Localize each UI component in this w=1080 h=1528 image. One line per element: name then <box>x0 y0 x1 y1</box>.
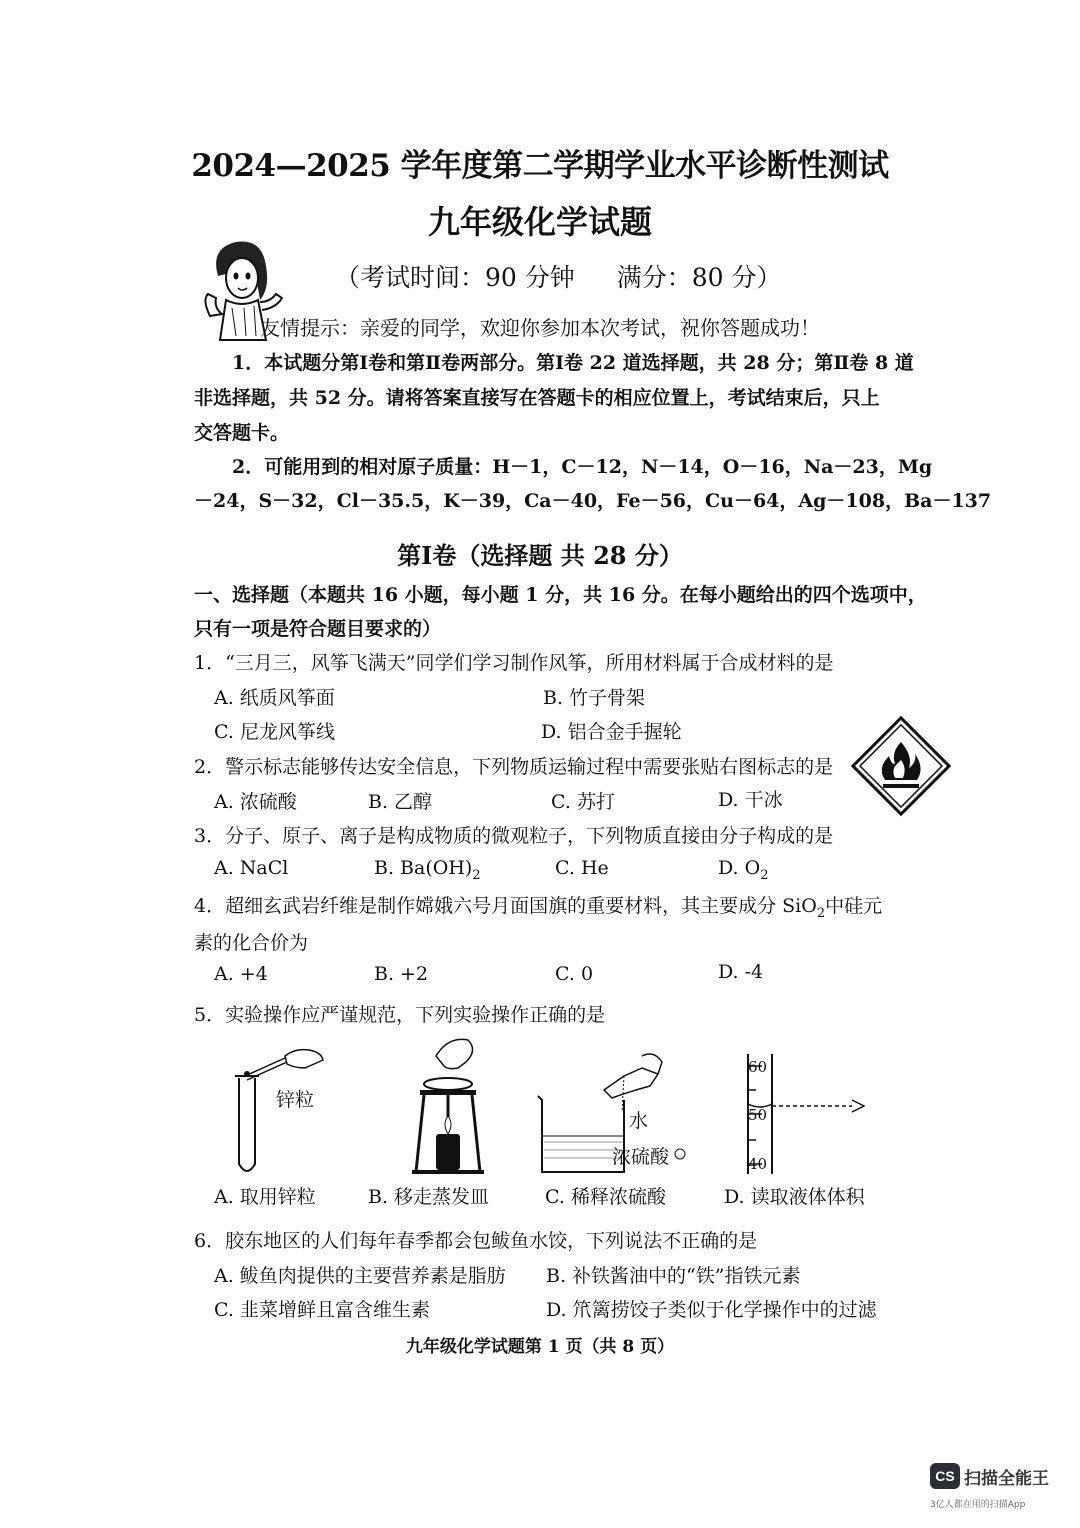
q1-option-b: B. 竹子骨架 <box>543 687 646 709</box>
exam-time: （考试时间：90 分钟 <box>335 263 575 292</box>
section-heading: 第Ⅰ卷（选择题 共 28 分） <box>397 541 683 570</box>
q6-option-a: A. 鲅鱼肉提供的主要营养素是脂肪 <box>214 1265 506 1287</box>
flammable-warning-icon <box>847 712 955 820</box>
q1-option-d: D. 铝合金手握轮 <box>541 721 682 743</box>
friendly-tip: 友情提示：亲爱的同学，欢迎你参加本次考试，祝你答题成功！ <box>260 316 820 340</box>
section-intro-line-2: 只有一项是符合题目要求的） <box>194 618 442 640</box>
cylinder-tick-40: 40 <box>748 1155 768 1173</box>
watermark-app-name: 扫描全能王 <box>964 1468 1049 1489</box>
q3-stem: 3．分子、原子、离子是构成物质的微观粒子，下列物质直接由分子构成的是 <box>194 825 834 847</box>
q3-option-b: B. $Ba(OH)_2$ <box>374 857 481 883</box>
q2-option-a: A. 浓硫酸 <box>214 791 297 813</box>
q6-stem: 6．胶东地区的人们每年春季都会包鲅鱼水饺，下列说法不正确的是 <box>194 1230 758 1252</box>
q3-option-a: A. NaCl <box>214 857 289 879</box>
scanner-watermark <box>930 1463 1049 1510</box>
cylinder-tick-60: 60 <box>748 1058 768 1076</box>
q2-option-c: C. 苏打 <box>551 791 615 813</box>
q5-option-c: C. 稀释浓硫酸 <box>545 1186 666 1208</box>
instruction-1-line-3: 交答题卡。 <box>194 422 290 444</box>
q4-stem-line-1: 4．超细玄武岩纤维是制作嫦娥六号月面国旗的重要材料，其主要成分 SiO$_2$中硅元 <box>194 895 883 921</box>
q3-option-d: D. $O_2$ <box>718 857 769 883</box>
q2-stem: 2．警示标志能够传达安全信息，下列物质运输过程中需要张贴右图标志的是 <box>194 756 834 778</box>
q4-stem-line-2: 素的化合价为 <box>194 932 309 954</box>
instruction-2-line-1: 2．可能用到的相对原子质量：H－1，C－12，N－14，O－16，Na－23，Mg <box>232 456 933 478</box>
fig-a-label-zinc: 锌粒 <box>276 1089 315 1111</box>
q3-option-c: C. He <box>555 857 609 879</box>
q4-option-c: C. 0 <box>555 963 594 985</box>
exam-title: 2024—2025 学年度第二学期学业水平诊断性测试 <box>191 148 889 184</box>
instruction-1-line-1: 1．本试题分第Ⅰ卷和第Ⅱ卷两部分。第Ⅰ卷 22 道选择题，共 28 分；第Ⅱ卷 8 道 <box>232 352 914 374</box>
fig-c-label-acid: 浓硫酸 <box>612 1146 670 1168</box>
figure-evaporating-dish <box>408 1032 488 1180</box>
q6-option-c: C. 韭菜增鲜且富含维生素 <box>214 1299 430 1321</box>
q5-option-b: B. 移走蒸发皿 <box>368 1186 490 1208</box>
q1-stem: 1．“三月三，风筝飞满天”同学们学习制作风筝，所用材料属于合成材料的是 <box>194 652 834 674</box>
q1-option-a: A. 纸质风筝面 <box>214 687 335 709</box>
q2-option-d: D. 干冰 <box>718 789 783 811</box>
q4-option-a: A. +4 <box>214 963 268 985</box>
instruction-1-line-2: 非选择题，共 52 分。请将答案直接写在答题卡的相应位置上，考试结束后，只上 <box>194 387 880 409</box>
q4-option-d: D. -4 <box>718 961 764 983</box>
exam-subtitle: 九年级化学试题 <box>427 203 652 241</box>
instruction-2-line-2: －24，S－32，Cl－35.5，K－39，Ca－40，Fe－56，Cu－64，Ag－108，Ba－137 <box>194 490 992 512</box>
q6-option-b: B. 补铁酱油中的“铁”指铁元素 <box>546 1265 801 1287</box>
section-intro-line-1: 一、选择题（本题共 16 小题，每小题 1 分，共 16 分。在每小题给出的四个选项中， <box>194 584 927 606</box>
exam-score: 满分：80 分） <box>616 263 782 292</box>
camscanner-logo-icon: CS <box>930 1463 960 1489</box>
q6-option-d: D. 笊篱捞饺子类似于化学操作中的过滤 <box>546 1299 877 1321</box>
watermark-tagline: 3亿人都在用的扫描App <box>930 1500 1026 1510</box>
q5-option-d: D. 读取液体体积 <box>724 1186 865 1208</box>
q4-option-b: B. +2 <box>374 963 429 985</box>
fig-c-label-water: 水 <box>629 1110 649 1132</box>
q5-stem: 5．实验操作应严谨规范，下列实验操作正确的是 <box>194 1004 606 1026</box>
cylinder-tick-50: 50 <box>748 1106 768 1124</box>
page-footer: 九年级化学试题第 1 页（共 8 页） <box>405 1337 675 1357</box>
q2-option-b: B. 乙醇 <box>368 791 433 813</box>
exam-info <box>335 258 782 294</box>
q1-option-c: C. 尼龙风筝线 <box>214 721 335 743</box>
q5-option-a: A. 取用锌粒 <box>214 1186 316 1208</box>
